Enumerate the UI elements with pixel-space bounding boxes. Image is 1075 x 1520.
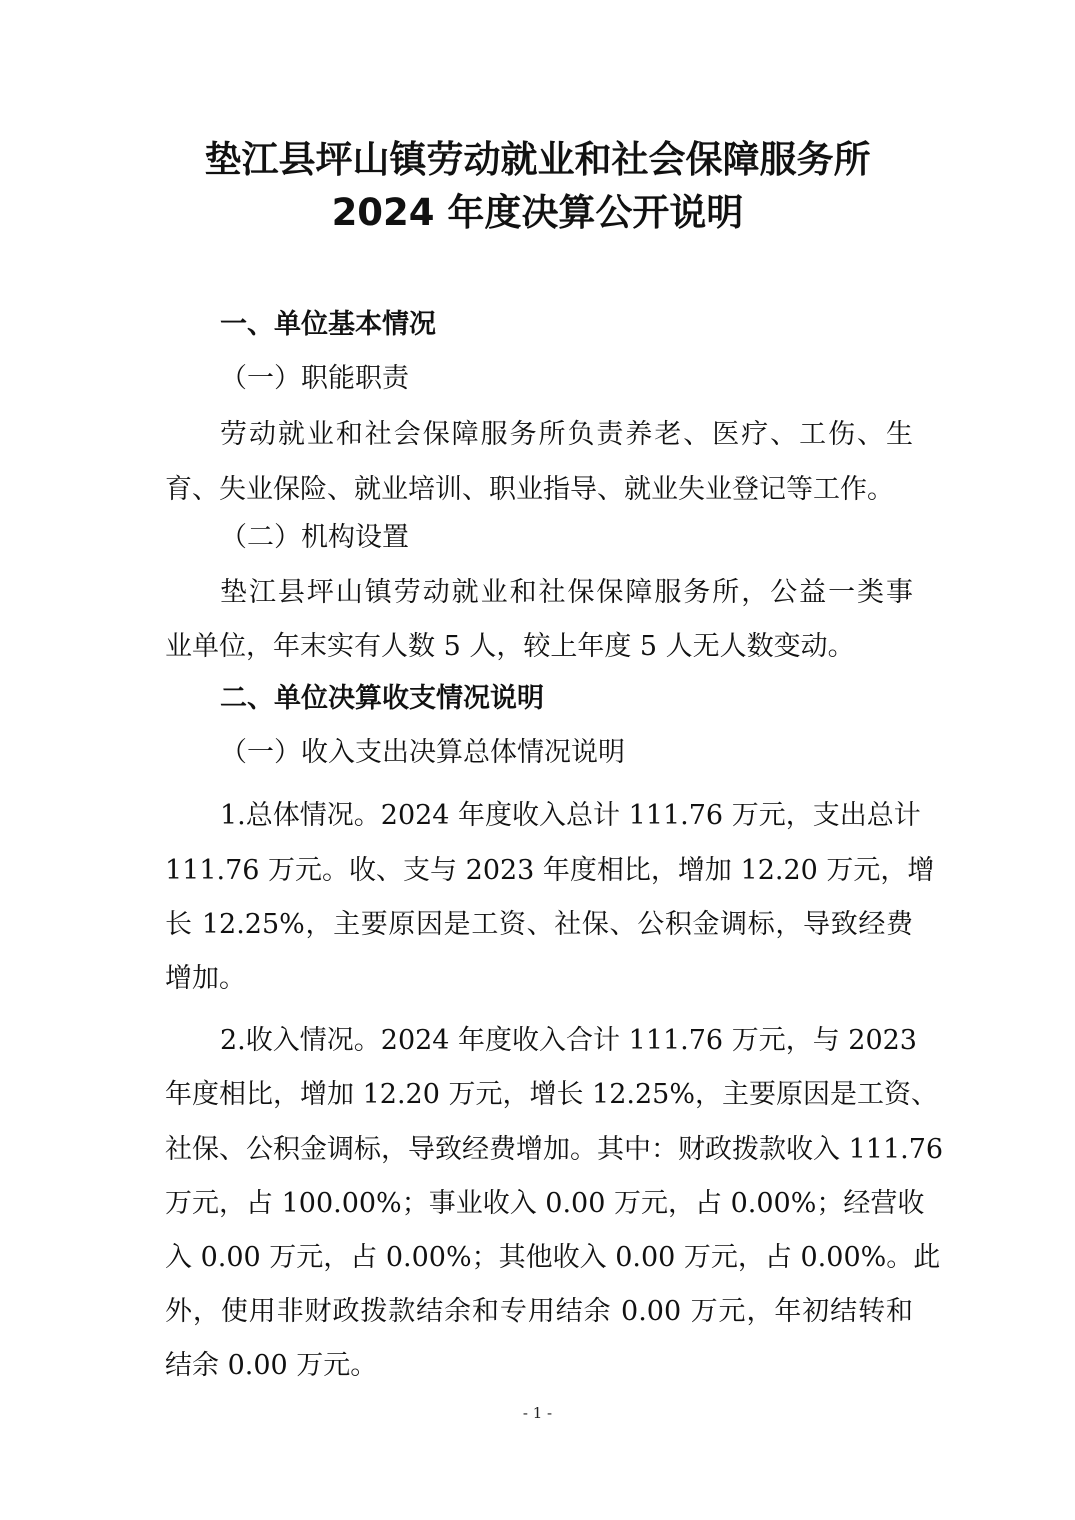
paragraph-line: 业单位，年末实有人数 5 人，较上年度 5 人无人数变动。 <box>165 631 855 662</box>
document-title-line-2: 2024 年度决算公开说明 <box>331 191 744 234</box>
section-2-sub-1-heading: （一）收入支出决算总体情况说明 <box>220 737 625 768</box>
paragraph-line: 社保、公积金调标，导致经费增加。其中：财政拨款收入 111.76 <box>165 1134 944 1165</box>
section-1-sub-1-heading: （一）职能职责 <box>220 363 409 394</box>
paragraph-line: 1.总体情况。2024 年度收入总计 111.76 万元，支出总计 <box>220 800 921 831</box>
paragraph-line: 111.76 万元。收、支与 2023 年度相比，增加 12.20 万元，增 <box>165 855 935 886</box>
paragraph-line: 劳动就业和社会保障服务所负责养老、医疗、工伤、生 <box>220 419 913 450</box>
section-1-heading: 一、单位基本情况 <box>220 309 436 340</box>
paragraph-line: 入 0.00 万元，占 0.00%；其他收入 0.00 万元，占 0.00%。此 <box>165 1242 941 1273</box>
paragraph-line: 外，使用非财政拨款结余和专用结余 0.00 万元，年初结转和 <box>165 1296 913 1327</box>
paragraph-line: 2.收入情况。2024 年度收入合计 111.76 万元，与 2023 <box>220 1025 917 1056</box>
section-1-sub-2-heading: （二）机构设置 <box>220 522 409 553</box>
page-number: - 1 - <box>522 1404 553 1422</box>
paragraph-line: 育、失业保险、就业培训、职业指导、就业失业登记等工作。 <box>165 474 894 505</box>
document-title-line-1: 垫江县坪山镇劳动就业和社会保障服务所 <box>204 138 871 181</box>
section-2-heading: 二、单位决算收支情况说明 <box>220 683 544 714</box>
paragraph-line: 长 12.25%，主要原因是工资、社保、公积金调标，导致经费 <box>165 909 913 940</box>
paragraph-line: 万元，占 100.00%；事业收入 0.00 万元，占 0.00%；经营收 <box>165 1188 925 1219</box>
paragraph-line: 年度相比，增加 12.20 万元，增长 12.25%，主要原因是工资、 <box>165 1079 938 1110</box>
paragraph-line: 增加。 <box>165 963 246 994</box>
paragraph-line: 结余 0.00 万元。 <box>165 1350 378 1381</box>
paragraph-line: 垫江县坪山镇劳动就业和社保保障服务所，公益一类事 <box>220 577 913 608</box>
